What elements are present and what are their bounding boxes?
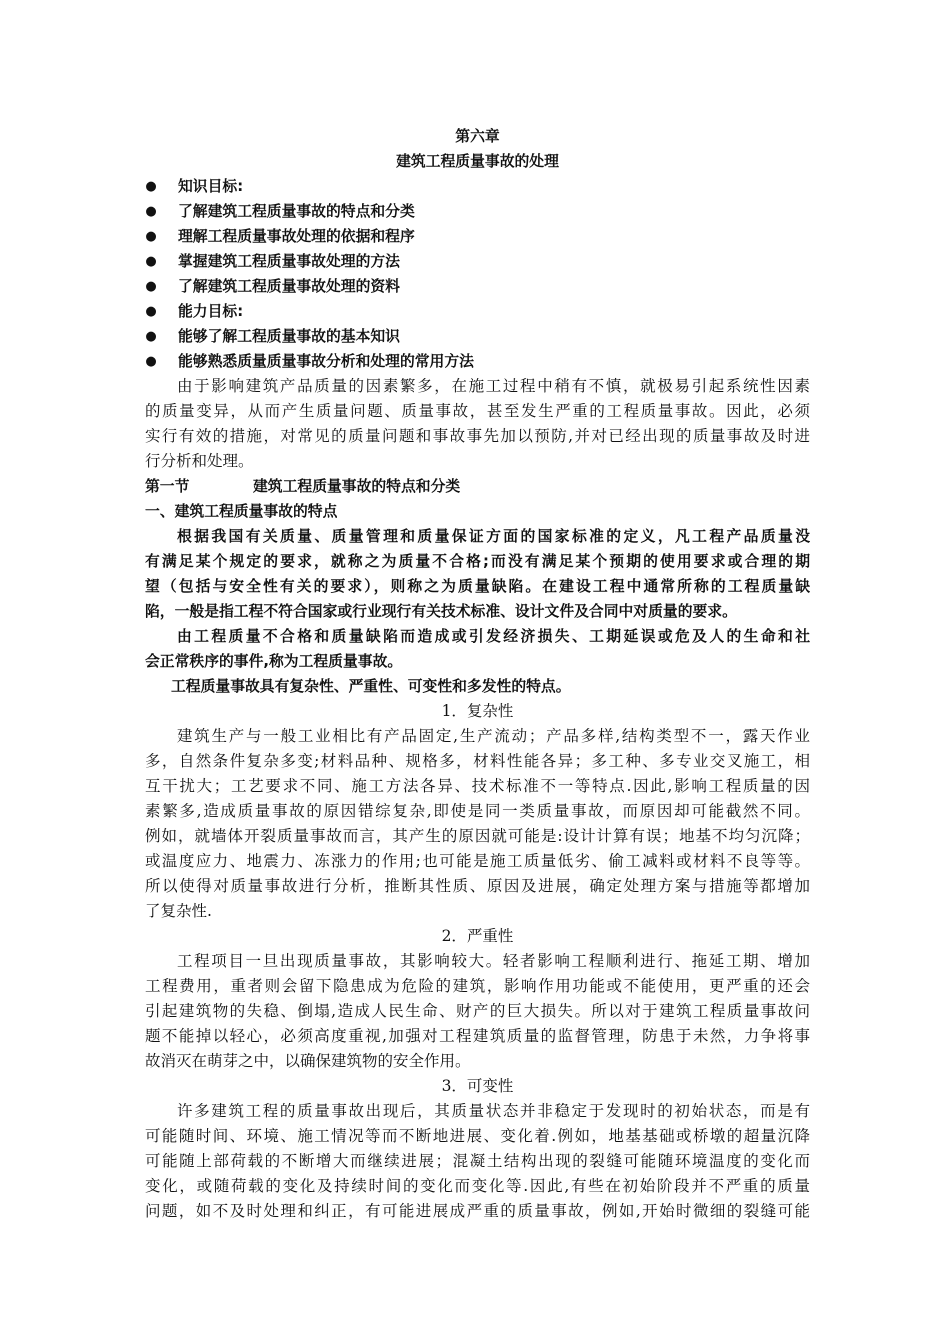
text-line: 由工程质量不合格和质量缺陷而造成或引发经济损失、工期延误或危及人的生命和社	[177, 628, 810, 645]
text-line: 许多建筑工程的质量事故出现后，其质量状态并非稳定于发现时的初始状态，而是有	[177, 1102, 810, 1120]
text-line: 互干扰大；工艺要求不同、施工方法各异、技术标准不一等特点.因此,影响工程质量的因	[145, 777, 810, 795]
text-line: 所以使得对质量事故进行分析，推断其性质、原因及进展，确定处理方案与措施等都增加	[145, 877, 810, 895]
bullet-icon: ●	[145, 254, 157, 269]
objective-item: ● 掌握建筑工程质量事故处理的方法	[145, 249, 810, 274]
text-line: 望（包括与安全性有关的要求），则称之为质量缺陷。在建设工程中通常所称的工程质量缺	[145, 578, 810, 595]
bullet-icon: ●	[145, 204, 157, 219]
variability-paragraph	[145, 1099, 810, 1224]
document-page	[145, 124, 810, 1224]
text-line: 变化，或随荷载的变化及持续时间的变化而变化等.因此,有些在初始阶段并不严重的质量	[145, 1177, 810, 1195]
chapter-title: 建筑工程质量事故的处理	[396, 153, 559, 170]
objective-item: ● 了解建筑工程质量事故的特点和分类	[145, 199, 810, 224]
text-line: 会正常秩序的事件,称为工程质量事故。	[145, 653, 403, 670]
objective-item: ● 理解工程质量事故处理的依据和程序	[145, 224, 810, 249]
bullet-icon: ●	[145, 279, 157, 294]
point-heading-variability: 3．可变性	[441, 1077, 514, 1095]
text-line: 实行有效的措施，对常见的质量问题和事故事先加以预防,并对已经出现的质量事故及时进	[145, 427, 810, 445]
section-title: 建筑工程质量事故的特点和分类	[253, 478, 461, 495]
text-line: 行分析和处理。	[145, 452, 254, 470]
text-line: 题不能掉以轻心，必须高度重视,加强对工程建筑质量的监督管理，防患于未然，力争将事	[145, 1027, 810, 1045]
subsection-heading: 一、建筑工程质量事故的特点	[145, 503, 338, 520]
severity-paragraph	[145, 949, 810, 1074]
bullet-icon: ●	[145, 179, 157, 194]
objective-item: ● 了解建筑工程质量事故处理的资料	[145, 274, 810, 299]
text-line: 可能随上部荷载的不断增大而继续进展；混凝土结构出现的裂缝可能随环境温度的变化而	[145, 1152, 810, 1170]
text-line: 有满足某个规定的要求，就称之为质量不合格;而没有满足某个预期的使用要求或合理的期	[145, 553, 810, 570]
text-line: 的质量变异，从而产生质量问题、质量事故，甚至发生严重的工程质量事故。因此，必须	[145, 402, 810, 420]
complexity-paragraph	[145, 724, 810, 924]
text-line: 了复杂性.	[145, 902, 212, 920]
intro-paragraph	[145, 374, 810, 474]
bullet-icon: ●	[145, 329, 157, 344]
objective-item: ● 能够熟悉质量质量事故分析和处理的常用方法	[145, 349, 810, 374]
objective-item: ● 知识目标:	[145, 174, 810, 199]
objectives-list	[145, 174, 810, 374]
bullet-icon: ●	[145, 354, 157, 369]
text-line: 或温度应力、地震力、冻涨力的作用;也可能是施工质量低劣、偷工减料或材料不良等等。	[145, 852, 810, 870]
text-line: 例如，就墙体开裂质量事故而言，其产生的原因就可能是:设计计算有误；地基不均匀沉降；	[145, 827, 810, 845]
characteristics-sentence: 工程质量事故具有复杂性、严重性、可变性和多发性的特点。	[171, 678, 571, 695]
section-heading	[145, 474, 810, 499]
accident-definition-paragraph	[145, 624, 810, 674]
bullet-icon: ●	[145, 229, 157, 244]
bullet-icon: ●	[145, 304, 157, 319]
text-line: 素繁多,造成质量事故的原因错综复杂,即使是同一类质量事故，而原因却可能截然不同。	[145, 802, 810, 820]
text-line: 建筑生产与一般工业相比有产品固定,生产流动；产品多样,结构类型不一，露天作业	[177, 727, 810, 745]
text-line: 问题，如不及时处理和纠正，有可能进展成严重的质量事故，例如,开始时微细的裂缝可能	[145, 1202, 810, 1220]
definition-paragraph	[145, 524, 810, 624]
section-number: 第一节	[145, 478, 190, 495]
point-heading-complexity: 1．复杂性	[441, 702, 514, 720]
text-line: 由于影响建筑产品质量的因素繁多，在施工过程中稍有不慎，就极易引起系统性因素	[177, 377, 810, 395]
objective-item: ● 能够了解工程质量事故的基本知识	[145, 324, 810, 349]
text-line: 根据我国有关质量、质量管理和质量保证方面的国家标准的定义，凡工程产品质量没	[177, 528, 810, 545]
text-line: 陷，一般是指工程不符合国家或行业现行有关技术标准、设计文件及合同中对质量的要求。	[145, 603, 737, 620]
objective-item: ● 能力目标:	[145, 299, 810, 324]
text-line: 工程费用，重者则会留下隐患成为危险的建筑，影响作用功能或不能使用，更严重的还会	[145, 977, 810, 995]
chapter-number: 第六章	[455, 128, 500, 145]
text-line: 可能随时间、环境、施工情况等而不断地进展、变化着.例如，地基基础或桥墩的超量沉降	[145, 1127, 810, 1145]
text-line: 引起建筑物的失稳、倒塌,造成人民生命、财产的巨大损失。所以对于建筑工程质量事故问	[145, 1002, 810, 1020]
text-line: 工程项目一旦出现质量事故，其影响较大。轻者影响工程顺利进行、拖延工期、增加	[177, 952, 810, 970]
text-line: 故消灭在萌芽之中，以确保建筑物的安全作用。	[145, 1052, 471, 1070]
point-heading-severity: 2．严重性	[441, 927, 514, 945]
text-line: 多，自然条件复杂多变;材料品种、规格多，材料性能各异；多工种、多专业交叉施工，相	[145, 752, 810, 770]
